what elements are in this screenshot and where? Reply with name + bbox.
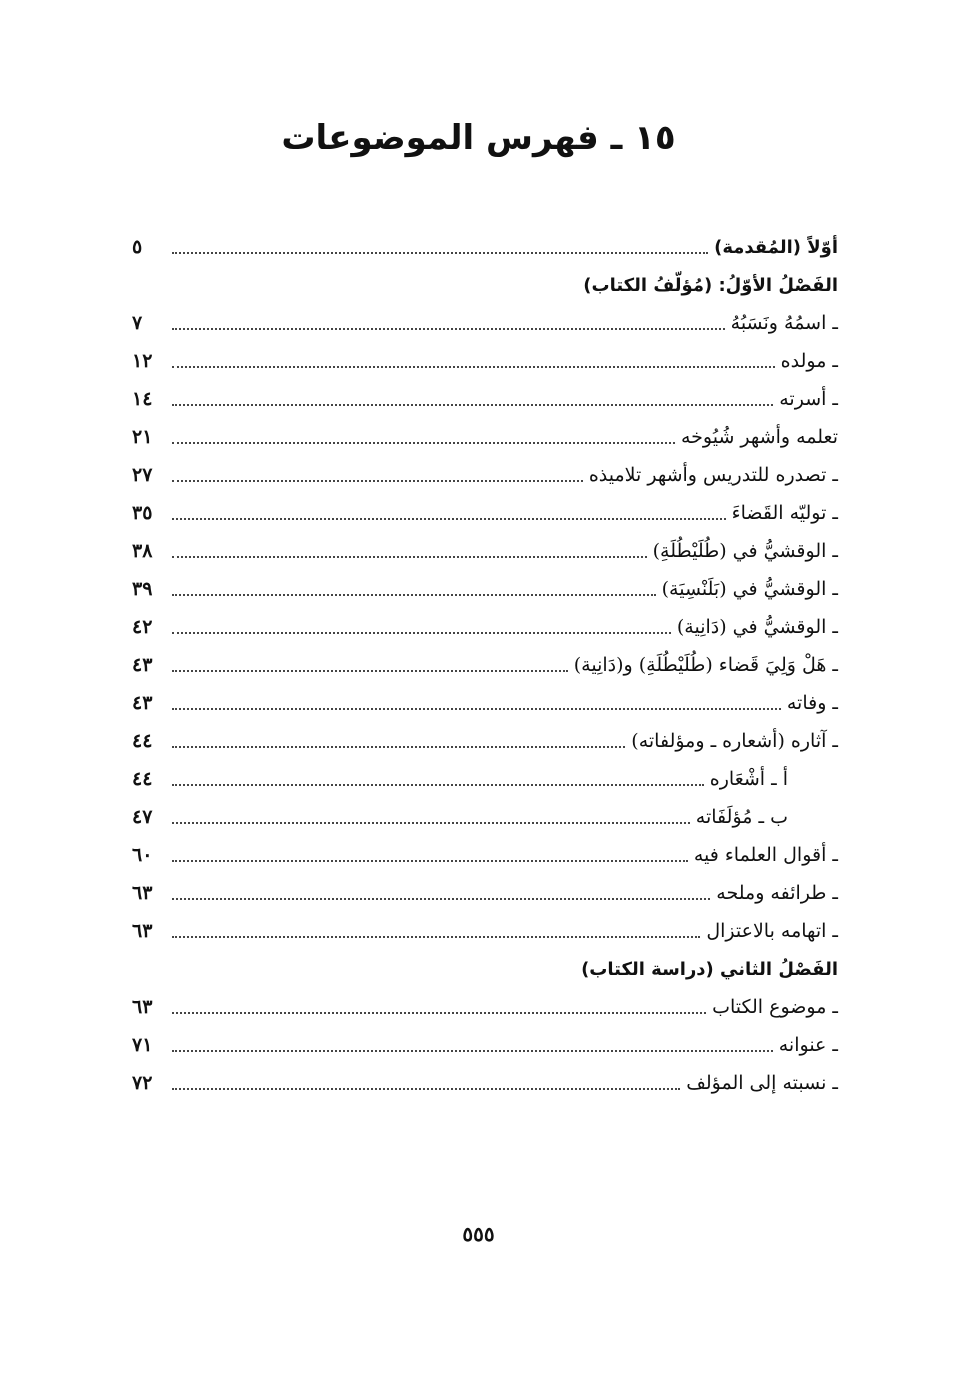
toc-entry (132, 494, 838, 532)
toc-entry-label: الفَصْلُ الثاني (دراسة الكتاب) (581, 958, 838, 980)
dot-leader (172, 1050, 773, 1052)
toc-entry-label: ـ تصدره للتدريس وأشهر تلاميذه (588, 464, 838, 486)
dot-leader (172, 746, 625, 748)
toc-entry-page: ٥ (132, 236, 143, 258)
dot-leader (172, 936, 700, 938)
dot-leader (172, 670, 568, 672)
toc-entry-page: ١٢ (132, 350, 153, 372)
toc-entry-page: ٤٤ (132, 768, 153, 790)
toc-entry (132, 912, 838, 950)
dot-leader (172, 1012, 706, 1014)
toc-entry (132, 760, 838, 798)
dot-leader (172, 594, 656, 596)
toc-entry (132, 836, 838, 874)
toc-entry (132, 342, 838, 380)
toc-entry-page: ٤٣ (132, 654, 153, 676)
toc-entry (132, 380, 838, 418)
toc-entry-page: ٦٣ (132, 996, 153, 1018)
dot-leader (172, 366, 775, 368)
toc-entry-label: ـ هَلْ وَلِيَ قَضاء (طُلَيْطُلَةِ) و(دَانِية) (573, 654, 838, 676)
table-of-contents (132, 228, 838, 1102)
toc-entry (132, 570, 838, 608)
toc-entry (132, 798, 838, 836)
page-number: ٥٥٥ (462, 1222, 495, 1246)
toc-entry-page: ٣٨ (132, 540, 153, 562)
toc-entry-page: ٤٧ (132, 806, 153, 828)
toc-entry (132, 418, 838, 456)
dot-leader (172, 328, 725, 330)
toc-entry-page: ٢٧ (132, 464, 153, 486)
toc-entry-label: أوّلاً (المُقدمة) (714, 236, 838, 258)
toc-section-heading (132, 266, 838, 304)
toc-entry-page: ٤٣ (132, 692, 153, 714)
toc-entry-label: ـ موضوع الكتاب (712, 996, 838, 1018)
dot-leader (172, 860, 688, 862)
toc-entry (132, 532, 838, 570)
toc-entry-label: ـ آثاره (أشعاره ـ ومؤلفاته) (631, 730, 838, 752)
page-title: ١٥ ـ فهرس الموضوعات (281, 118, 676, 158)
toc-entry-label: ـ عنوانه (778, 1034, 838, 1056)
toc-entry (132, 456, 838, 494)
toc-entry (132, 1026, 838, 1064)
dot-leader (172, 898, 710, 900)
toc-entry-label: ـ نسبته إلى المؤلف (686, 1072, 838, 1094)
toc-entry (132, 684, 838, 722)
toc-entry-page: ٦٣ (132, 920, 153, 942)
toc-entry-label: تعلمه وأشهر شُيُوخه (680, 426, 838, 448)
toc-entry-page: ١٤ (132, 388, 153, 410)
toc-entry-label: ـ طرائفه وملحه (716, 882, 838, 904)
toc-entry-label: ـ الوقشيُّ في (طُلَيْطُلَةِ) (652, 540, 838, 562)
toc-entry-page: ٣٥ (132, 502, 153, 524)
dot-leader (172, 442, 675, 444)
dot-leader (172, 252, 708, 254)
dot-leader (172, 480, 583, 482)
toc-entry (132, 1064, 838, 1102)
toc-entry-page: ٤٤ (132, 730, 153, 752)
dot-leader (172, 822, 690, 824)
toc-entry-label: ـ اتهامه بالاعتزال (706, 920, 838, 942)
toc-entry-label: ـ توليّه القَضاءَ (731, 502, 838, 524)
toc-entry-label: الفَصْلُ الأوّلُ: (مُؤلّفُ الكتاب) (583, 274, 838, 296)
toc-entry-label: ـ أسرته (779, 388, 838, 410)
dot-leader (172, 518, 726, 520)
toc-section-heading (132, 950, 838, 988)
toc-entry-label: أ ـ أشْعَاره (709, 768, 788, 790)
toc-entry-label: ـ الوقشيُّ في (دَانِية) (676, 616, 838, 638)
toc-entry-page: ٦٣ (132, 882, 153, 904)
toc-entry-page: ٧١ (132, 1034, 153, 1056)
dot-leader (172, 632, 671, 634)
toc-entry-page: ٦٠ (132, 844, 153, 866)
toc-entry-label: ـ اسمُهُ ونَسَبُهُ (730, 312, 838, 334)
toc-entry (132, 608, 838, 646)
toc-entry-label: ب ـ مُؤلَفَاته (695, 806, 788, 828)
toc-entry-page: ٧٢ (132, 1072, 153, 1094)
toc-entry (132, 304, 838, 342)
toc-entry-page: ٣٩ (132, 578, 153, 600)
toc-entry-page: ٢١ (132, 426, 153, 448)
toc-entry-label: ـ مولده (780, 350, 838, 372)
toc-entry-page: ٧ (132, 312, 143, 334)
toc-section-heading (132, 228, 838, 266)
toc-entry-label: ـ الوقشيُّ في (بَلَنْسِيَة) (661, 578, 838, 600)
toc-entry-label: ـ أقوال العلماء فيه (693, 844, 838, 866)
dot-leader (172, 556, 647, 558)
toc-entry (132, 988, 838, 1026)
toc-entry-label: ـ وفاته (786, 692, 838, 714)
toc-entry (132, 874, 838, 912)
dot-leader (172, 784, 704, 786)
dot-leader (172, 404, 773, 406)
dot-leader (172, 708, 781, 710)
toc-entry (132, 722, 838, 760)
toc-entry-page: ٤٢ (132, 616, 153, 638)
toc-entry (132, 646, 838, 684)
dot-leader (172, 1088, 680, 1090)
